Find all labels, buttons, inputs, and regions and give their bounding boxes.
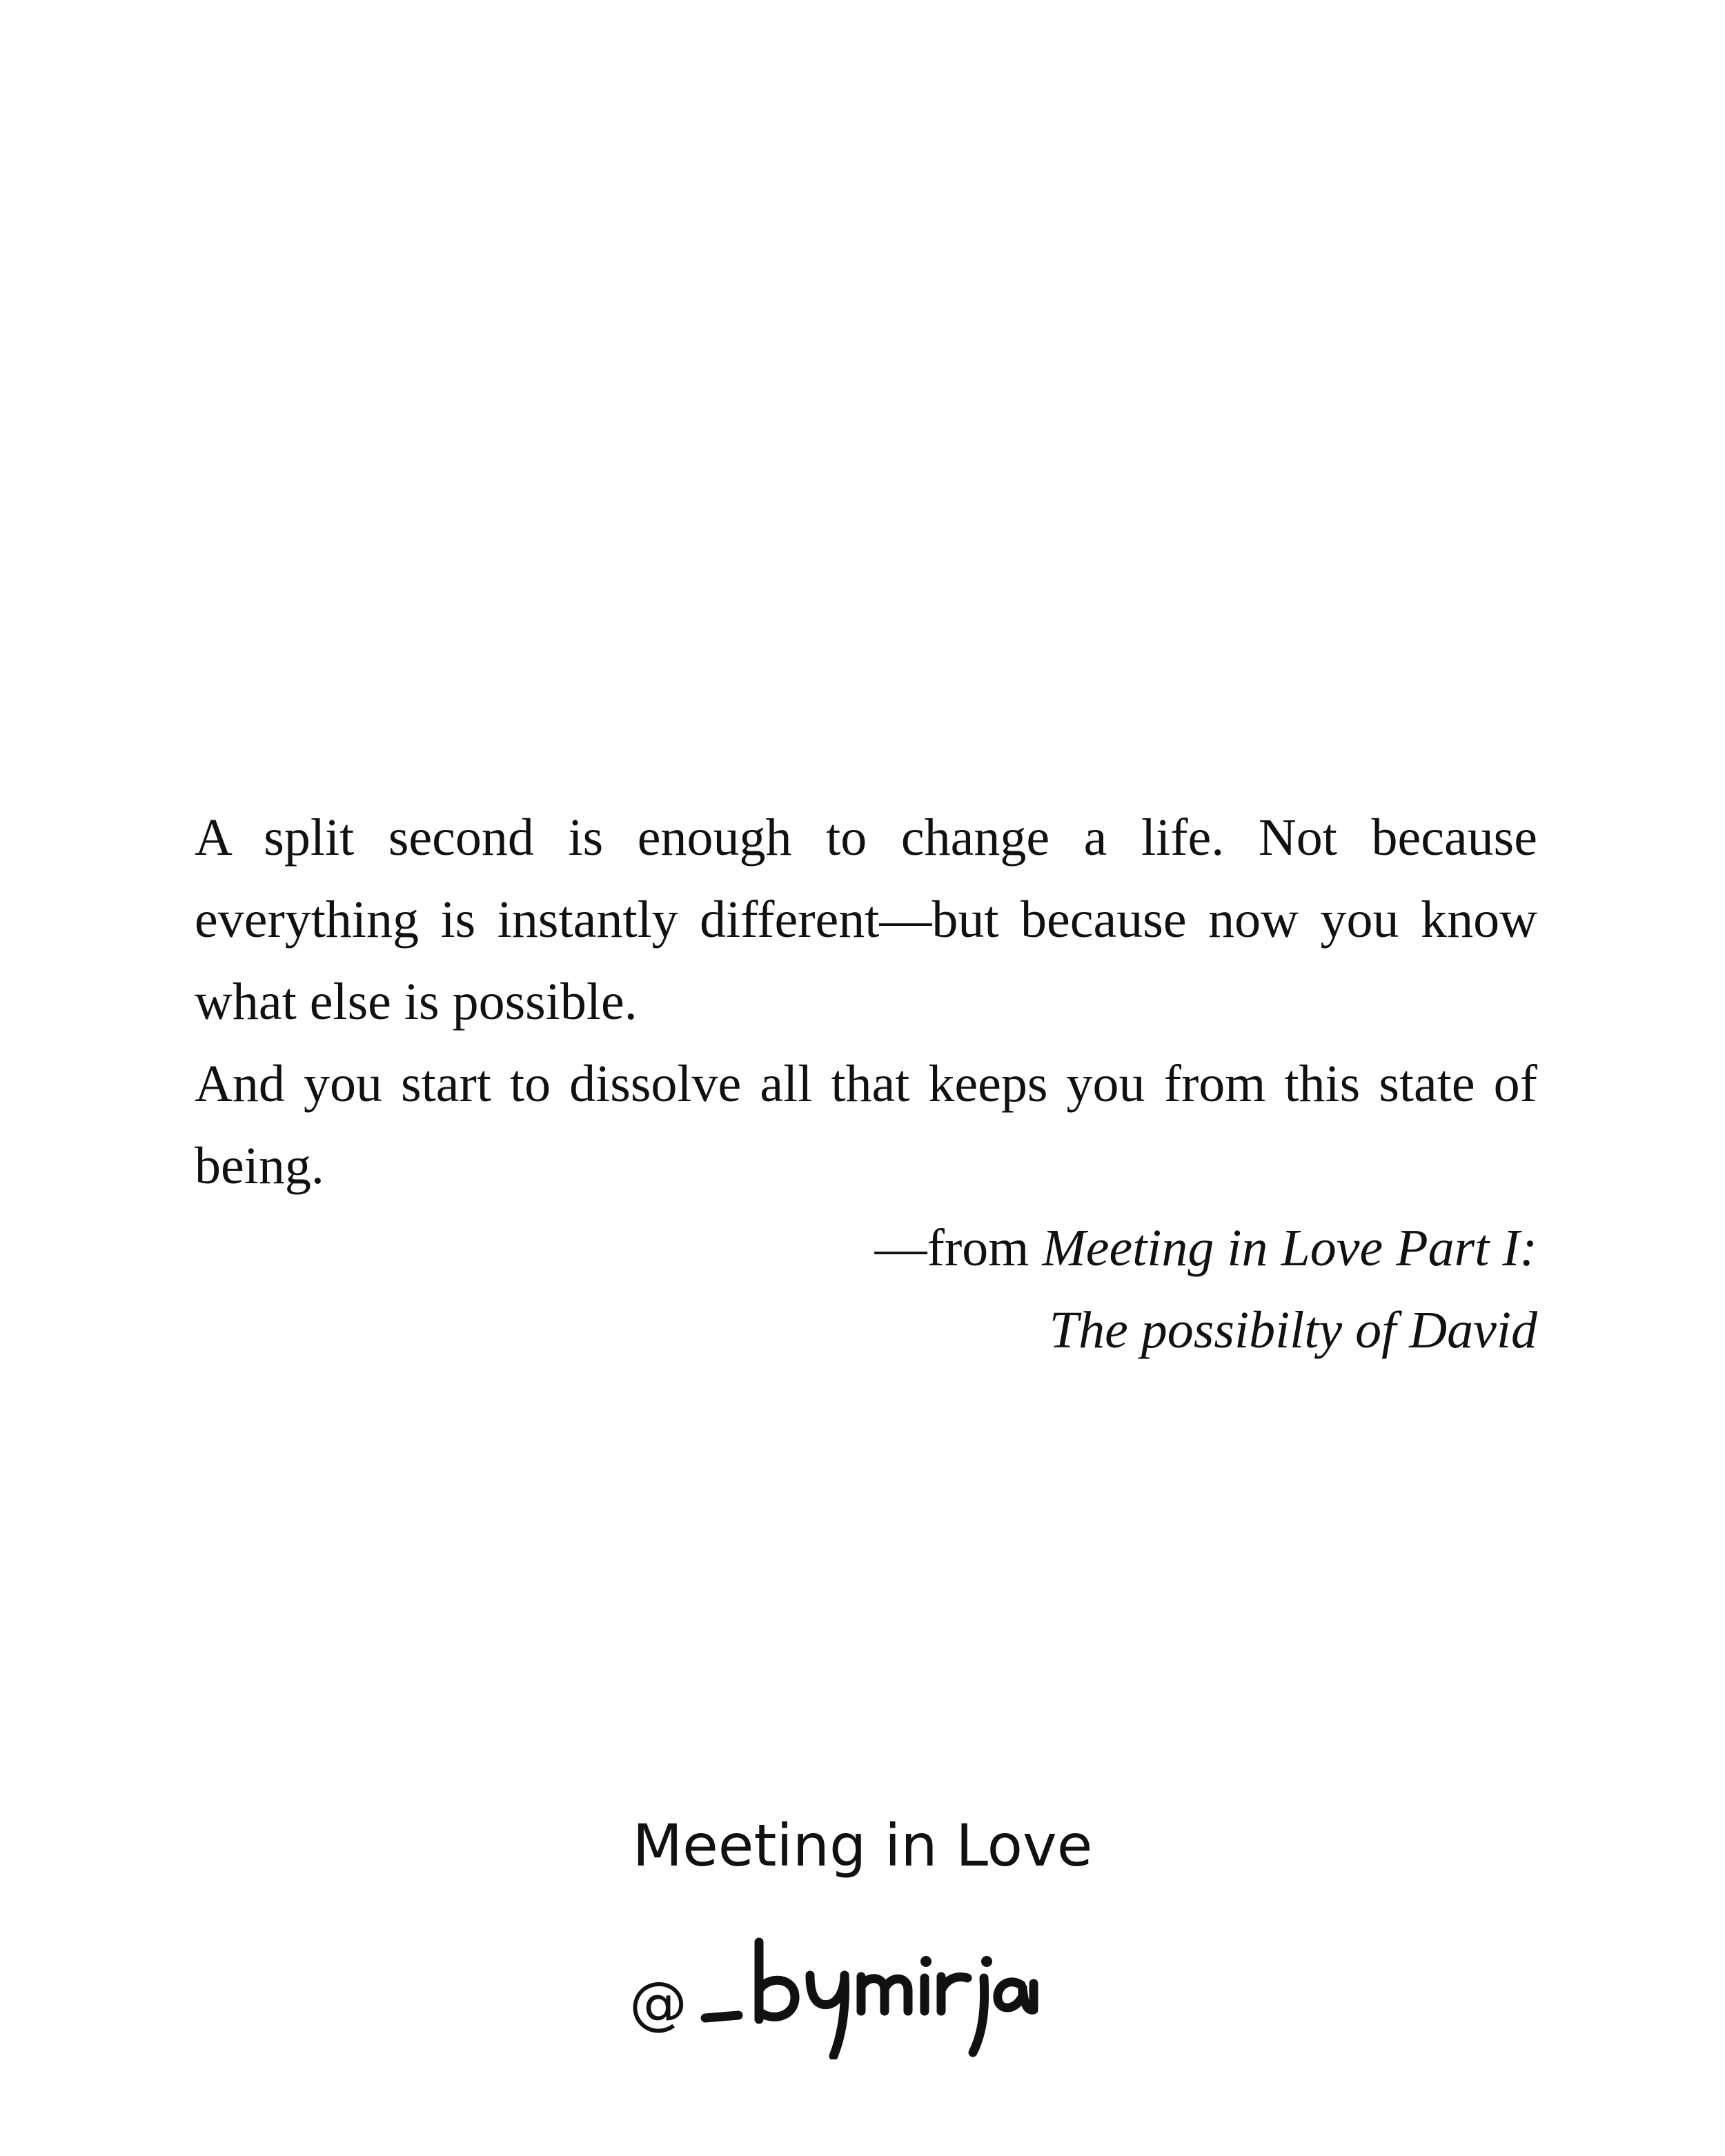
attribution-line-1: [195, 1207, 1537, 1289]
quote-paragraph-1: A split second is enough to change a life. Not because everything is instantly different—but because now you know what else is possible.: [195, 809, 1537, 1031]
attribution-title-part-1: Meeting in Love Part I:: [1042, 1219, 1537, 1277]
quote-block: [195, 797, 1537, 1372]
handle-at-symbol: @: [629, 1969, 687, 2037]
quote-paragraph-2: And you start to dissolve all that keeps you from this state of being.: [195, 1055, 1537, 1195]
attribution-line-2: [195, 1289, 1537, 1372]
attribution-title-part-2: The possibilty of David: [1049, 1301, 1537, 1359]
footer-title: Meeting in Love: [632, 1812, 1093, 1879]
author-handle: [629, 1921, 1112, 2059]
handwritten-signature-icon: [698, 1921, 1043, 2059]
attribution-prefix: —from: [874, 1219, 1043, 1277]
